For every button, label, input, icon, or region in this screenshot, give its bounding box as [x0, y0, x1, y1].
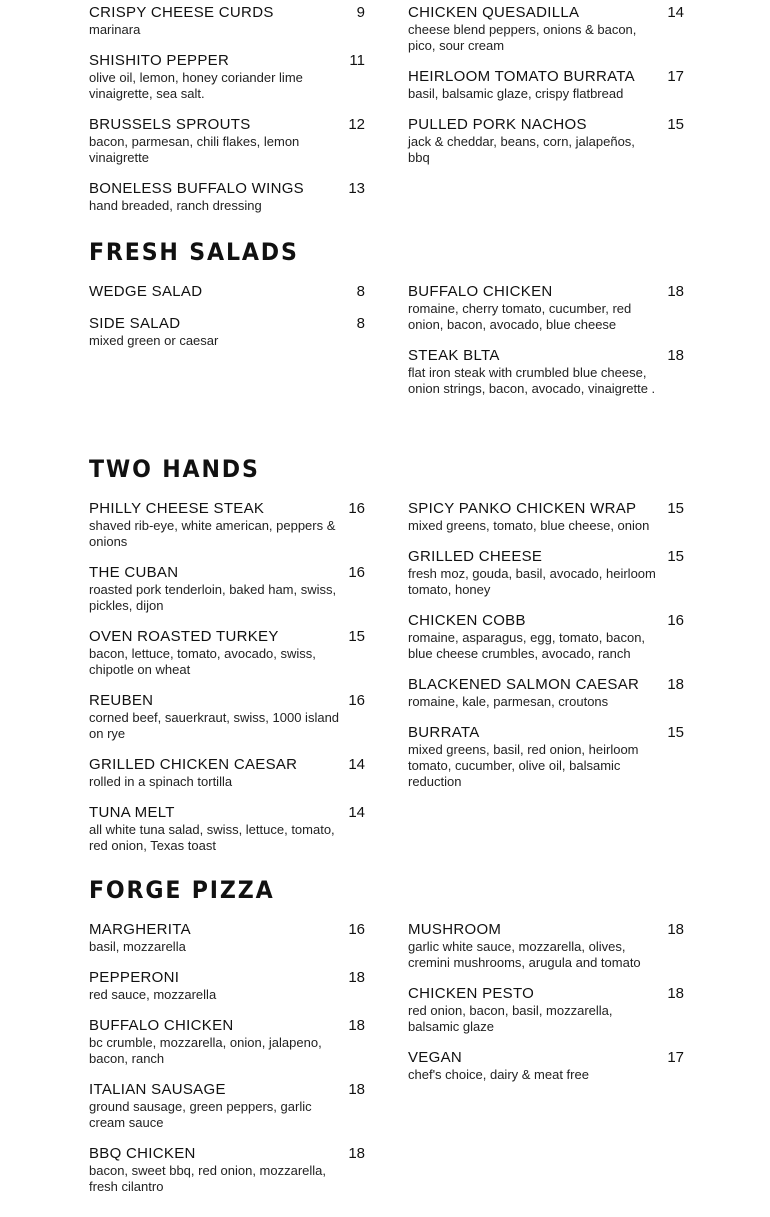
menu-item	[408, 1049, 684, 1083]
menu-item-description: basil, balsamic glaze, crispy flatbread	[408, 86, 624, 101]
menu-item-description: shaved rib-eye, white american, peppers & onions	[89, 518, 336, 549]
menu-item-name: BBQ CHICKEN	[89, 1145, 196, 1162]
menu-item-header	[89, 52, 365, 70]
menu-item	[89, 283, 365, 301]
menu-item-price: 15	[667, 724, 684, 741]
menu-item-price: 18	[667, 283, 684, 300]
menu-item-price: 16	[348, 564, 365, 581]
menu-item	[408, 347, 684, 397]
starters-left-column	[89, 4, 365, 228]
menu-item-description: romaine, cherry tomato, cucumber, red onion, bacon, avocado, blue cheese	[408, 301, 632, 332]
menu-item-name: GRILLED CHICKEN CAESAR	[89, 756, 298, 773]
menu-item-price: 12	[348, 116, 365, 133]
menu-item-name: CRISPY CHEESE CURDS	[89, 4, 274, 21]
section-title-two-hands: TWO HANDS	[89, 455, 260, 483]
menu-item-name: SPICY PANKO CHICKEN WRAP	[408, 500, 637, 517]
menu-item-price: 13	[348, 180, 365, 197]
menu-item	[89, 564, 365, 614]
menu-item-name: ITALIAN SAUSAGE	[89, 1081, 226, 1098]
menu-item-header	[408, 985, 684, 1003]
menu-item-header	[89, 921, 365, 939]
menu-item	[89, 315, 365, 349]
menu-item	[89, 4, 365, 38]
menu-item-description: roasted pork tenderloin, baked ham, swiss, pickles, dijon	[89, 582, 337, 613]
menu-item-description: chef's choice, dairy & meat free	[408, 1067, 589, 1082]
menu-item-header	[408, 283, 684, 301]
menu-item-name: OVEN ROASTED TURKEY	[89, 628, 279, 645]
menu-item-header	[408, 1049, 684, 1067]
menu-item	[408, 724, 684, 790]
menu-item-name: THE CUBAN	[89, 564, 179, 581]
menu-item	[408, 548, 684, 598]
menu-item-header	[408, 4, 684, 22]
menu-item-header	[89, 564, 365, 582]
menu-item-price: 16	[348, 500, 365, 517]
menu-item-price: 18	[667, 347, 684, 364]
menu-item-header	[408, 347, 684, 365]
menu-item-description: romaine, asparagus, egg, tomato, bacon, blue cheese crumbles, avocado, ranch	[408, 630, 646, 661]
menu-item-header	[89, 500, 365, 518]
menu-item	[408, 283, 684, 333]
menu-item-name: TUNA MELT	[89, 804, 175, 821]
menu-item-name: STEAK BLTA	[408, 347, 500, 364]
menu-item-price: 18	[348, 969, 365, 986]
menu-item-description: marinara	[89, 22, 141, 37]
starters-right-column	[408, 4, 684, 180]
salads-left-column	[89, 283, 365, 363]
menu-item-name: HEIRLOOM TOMATO BURRATA	[408, 68, 635, 85]
menu-item-header	[408, 548, 684, 566]
menu-item-price: 17	[667, 1049, 684, 1066]
menu-item	[89, 921, 365, 955]
menu-item-name: VEGAN	[408, 1049, 463, 1066]
menu-item-header	[89, 692, 365, 710]
menu-item	[89, 500, 365, 550]
menu-item-name: MUSHROOM	[408, 921, 502, 938]
menu-item	[89, 52, 365, 102]
menu-item-header	[408, 921, 684, 939]
menu-item	[408, 985, 684, 1035]
menu-item-header	[89, 4, 365, 22]
menu-item-price: 15	[667, 116, 684, 133]
menu-item-description: mixed green or caesar	[89, 333, 219, 348]
menu-item-description: red sauce, mozzarella	[89, 987, 217, 1002]
pizza-right-column	[408, 921, 684, 1097]
menu-item	[89, 628, 365, 678]
menu-item-price: 15	[667, 548, 684, 565]
menu-item-price: 11	[349, 52, 365, 69]
menu-item-description: mixed greens, basil, red onion, heirloom tomato, cucumber, olive oil, balsamic reduction	[408, 742, 639, 789]
menu-item-description: red onion, bacon, basil, mozzarella, balsamic glaze	[408, 1003, 613, 1034]
menu-item-header	[89, 283, 365, 301]
menu-item-header	[89, 628, 365, 646]
menu-item	[89, 180, 365, 214]
menu-item-description: mixed greens, tomato, blue cheese, onion	[408, 518, 650, 533]
menu-item	[408, 4, 684, 54]
menu-item-name: WEDGE SALAD	[89, 283, 203, 300]
menu-item	[89, 692, 365, 742]
menu-item-header	[408, 676, 684, 694]
menu-item-description: basil, mozzarella	[89, 939, 186, 954]
menu-item-price: 18	[667, 985, 684, 1002]
section-title-fresh-salads: FRESH SALADS	[89, 238, 299, 266]
menu-item	[89, 804, 365, 854]
menu-item-name: BURRATA	[408, 724, 480, 741]
menu-item-header	[408, 68, 684, 86]
menu-item-name: BONELESS BUFFALO WINGS	[89, 180, 304, 197]
two-hands-right-column	[408, 500, 684, 804]
menu-item-price: 18	[667, 921, 684, 938]
menu-item-name: BRUSSELS SPROUTS	[89, 116, 251, 133]
menu-item	[408, 676, 684, 710]
menu-item-header	[408, 724, 684, 742]
menu-item-description: corned beef, sauerkraut, swiss, 1000 island on rye	[89, 710, 340, 741]
menu-item-description: flat iron steak with crumbled blue cheese, onion strings, bacon, avocado, vinaigrette .	[408, 365, 656, 396]
menu-item-name: CHICKEN PESTO	[408, 985, 535, 1002]
menu-item-name: BUFFALO CHICKEN	[408, 283, 553, 300]
menu-item	[89, 756, 365, 790]
menu-item-header	[89, 116, 365, 134]
menu-item-name: BUFFALO CHICKEN	[89, 1017, 234, 1034]
menu-item-name: MARGHERITA	[89, 921, 191, 938]
menu-item-price: 15	[667, 500, 684, 517]
section-title-forge-pizza: FORGE PIZZA	[89, 876, 275, 904]
menu-item-price: 16	[348, 921, 365, 938]
menu-item-description: bc crumble, mozzarella, onion, jalapeno, bacon, ranch	[89, 1035, 322, 1066]
menu-item	[408, 921, 684, 971]
menu-item-description: bacon, sweet bbq, red onion, mozzarella, fresh cilantro	[89, 1163, 327, 1194]
menu-item-name: PULLED PORK NACHOS	[408, 116, 587, 133]
menu-item-name: GRILLED CHEESE	[408, 548, 543, 565]
menu-item-price: 18	[348, 1017, 365, 1034]
menu-item-price: 14	[348, 756, 365, 773]
menu-item-price: 14	[348, 804, 365, 821]
menu-item-header	[89, 1017, 365, 1035]
menu-item-name: CHICKEN COBB	[408, 612, 526, 629]
menu-item-description: jack & cheddar, beans, corn, jalapeños, bbq	[408, 134, 635, 165]
menu-item-name: SIDE SALAD	[89, 315, 181, 332]
menu-item	[89, 969, 365, 1003]
menu-item-description: hand breaded, ranch dressing	[89, 198, 262, 213]
menu-item	[89, 116, 365, 166]
menu-item-header	[89, 1081, 365, 1099]
menu-item-price: 16	[348, 692, 365, 709]
menu-item-name: REUBEN	[89, 692, 154, 709]
menu-item-name: PHILLY CHEESE STEAK	[89, 500, 265, 517]
menu-item-price: 18	[348, 1081, 365, 1098]
menu-item-description: garlic white sauce, mozzarella, olives, cremini mushrooms, arugula and tomato	[408, 939, 641, 970]
menu-item-header	[89, 969, 365, 987]
menu-item-price: 18	[667, 676, 684, 693]
menu-item	[408, 68, 684, 102]
salads-right-column	[408, 283, 684, 411]
menu-item-header	[89, 756, 365, 774]
menu-item-description: all white tuna salad, swiss, lettuce, tomato, red onion, Texas toast	[89, 822, 335, 853]
menu-item	[89, 1145, 365, 1195]
menu-item-description: bacon, parmesan, chili flakes, lemon vinaigrette	[89, 134, 300, 165]
menu-item-description: rolled in a spinach tortilla	[89, 774, 233, 789]
menu-item-header	[89, 315, 365, 333]
menu-item-description: olive oil, lemon, honey coriander lime vinaigrette, sea salt.	[89, 70, 303, 101]
menu-item	[408, 500, 684, 534]
menu-item-header	[89, 804, 365, 822]
menu-item-price: 17	[667, 68, 684, 85]
menu-item	[89, 1081, 365, 1131]
menu-item-name: BLACKENED SALMON CAESAR	[408, 676, 640, 693]
menu-item	[408, 116, 684, 166]
menu-item-price: 8	[356, 283, 365, 300]
menu-item-description: cheese blend peppers, onions & bacon, pico, sour cream	[408, 22, 637, 53]
menu-item-price: 16	[667, 612, 684, 629]
menu-item-price: 8	[356, 315, 365, 332]
menu-item-description: bacon, lettuce, tomato, avocado, swiss, chipotle on wheat	[89, 646, 316, 677]
menu-item	[89, 1017, 365, 1067]
menu-item-price: 14	[667, 4, 684, 21]
menu-item-description: ground sausage, green peppers, garlic cream sauce	[89, 1099, 312, 1130]
menu-item-price: 9	[356, 4, 365, 21]
menu-item-header	[89, 180, 365, 198]
menu-item-header	[89, 1145, 365, 1163]
menu-item-header	[408, 612, 684, 630]
menu-item	[408, 612, 684, 662]
two-hands-left-column	[89, 500, 365, 868]
menu-item-header	[408, 500, 684, 518]
menu-item-description: fresh moz, gouda, basil, avocado, heirloom tomato, honey	[408, 566, 656, 597]
menu-item-description: romaine, kale, parmesan, croutons	[408, 694, 609, 709]
menu-item-name: CHICKEN QUESADILLA	[408, 4, 580, 21]
menu-item-price: 18	[348, 1145, 365, 1162]
menu-item-price: 15	[348, 628, 365, 645]
pizza-left-column	[89, 921, 365, 1209]
menu-item-name: PEPPERONI	[89, 969, 180, 986]
menu-item-header	[408, 116, 684, 134]
menu-item-name: SHISHITO PEPPER	[89, 52, 230, 69]
